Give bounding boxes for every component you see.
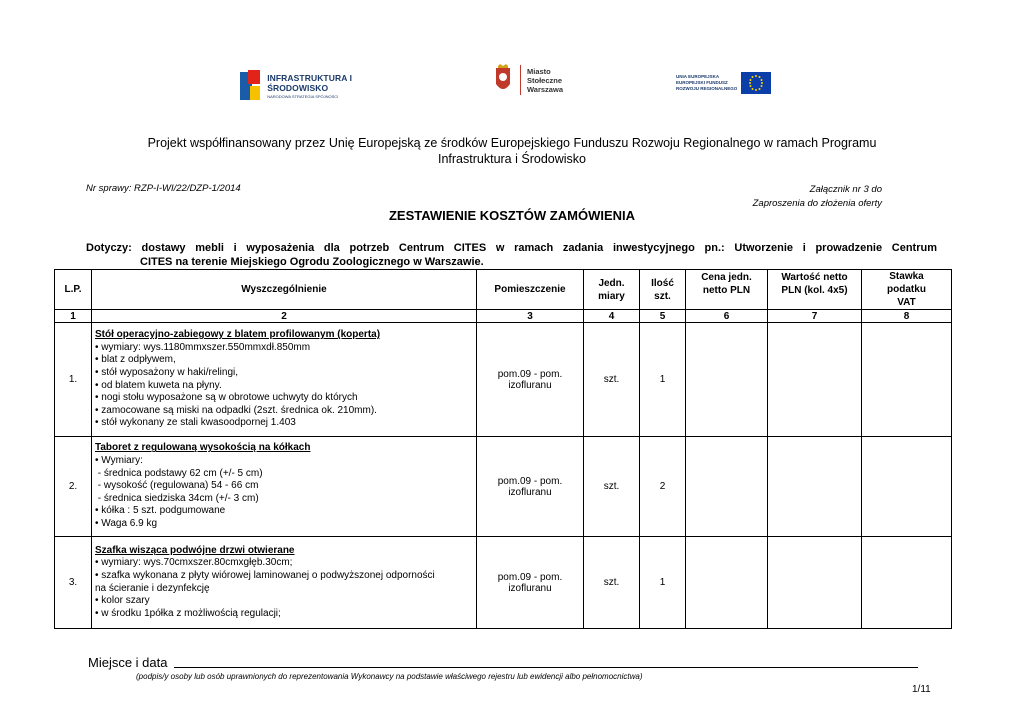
infrastruktura-logo	[240, 67, 410, 105]
table-row	[55, 537, 952, 629]
row-lp: 1.	[55, 323, 92, 437]
spec-line: - wysokość (regulowana) 54 - 66 cm	[95, 480, 259, 492]
row-unit-price[interactable]	[686, 323, 768, 437]
item-title: Taboret z regulowaną wysokością na kółkach	[95, 442, 311, 454]
row-room: pom.09 - pom. izofluranu	[477, 323, 584, 437]
header-unit: Jedn. miary	[584, 270, 640, 310]
infrastruktura-logo-sub: NARODOWA STRATEGIA SPÓJNOŚCI	[267, 94, 339, 99]
col-num: 4	[584, 310, 640, 323]
header-vat: Stawka podatku VAT	[862, 270, 952, 310]
concerning-line-2: CITES na terenie Miejskiego Ogrodu Zoologicznego w Warszawie.	[140, 256, 484, 268]
row-net-value[interactable]	[768, 437, 862, 537]
row-description	[92, 537, 477, 629]
case-number: Nr sprawy: RZP-I-WI/22/DZP-1/2014	[86, 183, 241, 194]
row-unit: szt.	[584, 537, 640, 629]
spec-line: - średnica podstawy 62 cm (+/- 5 cm)	[95, 467, 263, 479]
header-room: Pomieszczenie	[477, 270, 584, 310]
annex-note	[753, 183, 882, 211]
spec-line: - średnica siedziska 34cm (+/- 3 cm)	[95, 492, 259, 504]
warszawa-crest-icon	[492, 64, 514, 96]
eu-flag-icon	[741, 72, 771, 94]
city-line-1: Miasto	[527, 66, 551, 76]
col-num: 1	[55, 310, 92, 323]
signature-note: (podpis/y osoby lub osób uprawnionych do reprezentowania Wykonawcy na podstawie właściwego rejestru lub ewidencji albo pełnomocnictwa)	[136, 672, 643, 681]
row-room: pom.09 - pom. izofluranu	[477, 437, 584, 537]
spec-line: • stół wyposażony w haki/relingi,	[95, 366, 239, 378]
eu-line-1: UNIA EUROPEJSKA	[676, 74, 720, 79]
row-vat[interactable]	[862, 437, 952, 537]
project-funding-note	[80, 135, 944, 167]
header-lp: L.P.	[55, 270, 92, 310]
page-number: 1/11	[912, 684, 931, 695]
spec-line: na ścieranie i dezynfekcję	[95, 582, 210, 594]
row-vat[interactable]	[862, 537, 952, 629]
column-number-row	[55, 310, 952, 323]
annex-line-2: Zaproszenia do złożenia oferty	[752, 198, 882, 209]
place-date-line[interactable]	[174, 667, 918, 668]
table-header-row	[55, 270, 952, 310]
funding-line-1: Projekt współfinansowany przez Unię Europejską ze środków Europejskiego Funduszu Rozwoju Regionalnego w ramach Programu	[147, 136, 877, 150]
col-num: 7	[768, 310, 862, 323]
col-num: 8	[862, 310, 952, 323]
header-spec: Wyszczególnienie	[92, 270, 477, 310]
row-lp: 3.	[55, 537, 92, 629]
spec-line: • szafka wykonana z płyty wiórowej laminowanej o podwyższonej odporności	[95, 569, 435, 581]
row-net-value[interactable]	[768, 323, 862, 437]
eu-line-3: ROZWOJU REGIONALNEGO	[676, 86, 738, 91]
concerning-line-1: Dotyczy: dostawy mebli i wyposażenia dla potrzeb Centrum CITES w ramach zadania inwestycyjnego pn.: Utworzenie i prowadzenie Centrum	[86, 242, 937, 254]
row-unit: szt.	[584, 323, 640, 437]
header-net-value: Wartość netto PLN (kol. 4x5)	[768, 270, 862, 310]
place-date-label: Miejsce i data	[88, 655, 168, 670]
row-description	[92, 437, 477, 537]
item-title: Szafka wisząca podwójne drzwi otwierane	[95, 544, 295, 556]
row-qty: 1	[640, 537, 686, 629]
row-lp: 2.	[55, 437, 92, 537]
spec-line: • nogi stołu wyposażone są w obrotowe uchwyty do których	[95, 392, 358, 404]
spec-line: • Waga 6.9 kg	[95, 517, 158, 529]
annex-line-1: Załącznik nr 3 do	[809, 184, 882, 195]
spec-line: • Wymiary:	[95, 455, 143, 467]
infrastruktura-mark-icon	[240, 70, 261, 102]
row-unit: szt.	[584, 437, 640, 537]
row-qty: 2	[640, 437, 686, 537]
document-title: ZESTAWIENIE KOSZTÓW ZAMÓWIENIA	[388, 208, 636, 223]
spec-line: • wymiary: wys.70cmxszer.80cmxgłęb.30cm;	[95, 557, 293, 569]
table-row	[55, 323, 952, 437]
concerning-text	[86, 241, 937, 269]
city-line-3: Warszawa	[527, 84, 563, 94]
row-qty: 1	[640, 323, 686, 437]
spec-line: • kółka : 5 szt. podgumowane	[95, 505, 226, 517]
eu-logo	[676, 68, 786, 98]
header-qty: Ilość szt.	[640, 270, 686, 310]
eu-line-2: EUROPEJSKI FUNDUSZ	[676, 80, 728, 85]
row-net-value[interactable]	[768, 537, 862, 629]
col-num: 3	[477, 310, 584, 323]
spec-line: • zamocowane są miski na odpadki (2szt. średnica ok. 210mm).	[95, 404, 377, 416]
header-unit-price: Cena jedn. netto PLN	[686, 270, 768, 310]
infrastruktura-logo-name: INFRASTRUKTURA I ŚRODOWISKO	[267, 73, 353, 93]
row-unit-price[interactable]	[686, 437, 768, 537]
funding-line-2: Infrastruktura i Środowisko	[438, 152, 586, 166]
cost-table	[54, 269, 952, 629]
warszawa-logo	[492, 62, 582, 98]
table-row	[55, 437, 952, 537]
spec-line: • wymiary: wys.1180mmxszer.550mmxdł.850mm	[95, 341, 311, 353]
spec-line: • w środku 1półka z możliwością regulacji;	[95, 607, 281, 619]
spec-line: • blat z odpływem,	[95, 354, 176, 366]
spec-line: • od blatem kuweta na płyny.	[95, 379, 222, 391]
row-room: pom.09 - pom. izofluranu	[477, 537, 584, 629]
row-vat[interactable]	[862, 323, 952, 437]
col-num: 2	[92, 310, 477, 323]
col-num: 5	[640, 310, 686, 323]
item-title: Stół operacyjno-zabiegowy z blatem profilowanym (koperta)	[95, 329, 381, 341]
col-num: 6	[686, 310, 768, 323]
row-description	[92, 323, 477, 437]
spec-line: • kolor szary	[95, 595, 150, 607]
row-unit-price[interactable]	[686, 537, 768, 629]
spec-line: • stół wykonany ze stali kwasoodpornej 1.403	[95, 417, 296, 429]
city-line-2: Stołeczne	[527, 75, 563, 85]
